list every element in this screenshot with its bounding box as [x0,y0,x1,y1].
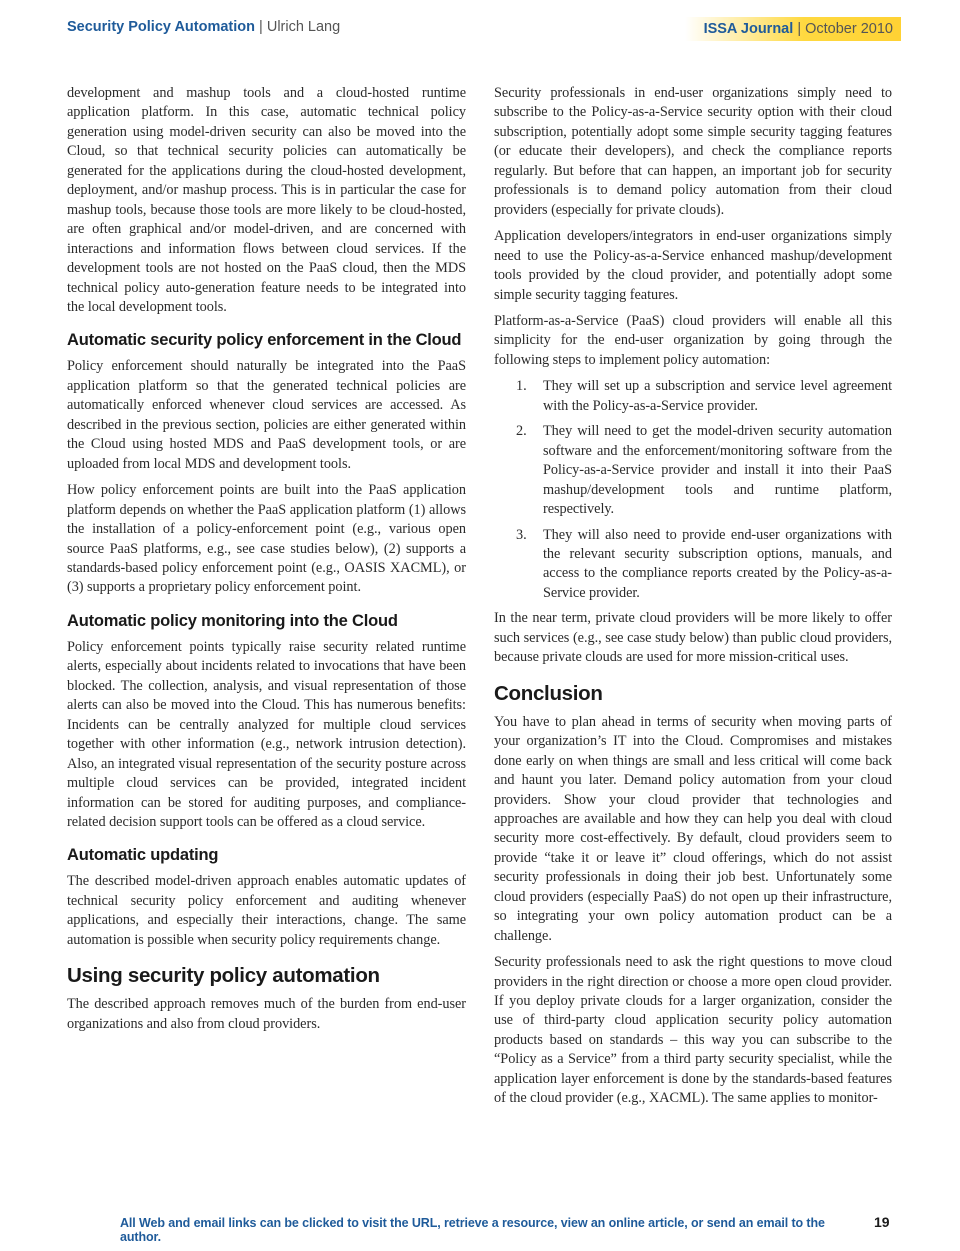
list-item-text: They will need to get the model-driven security automation software and the enforcement/monitoring software from the Policy-as-a-Service provider and install it into their PaaS mashup/development tools and runtime platform, respectively. [543,423,892,518]
list-number: 2. [516,423,527,440]
section-heading-updating: Automatic updating [67,846,219,865]
list-number: 3. [516,526,527,543]
section-heading-conclusion: Conclusion [494,681,603,705]
paragraph: Platform-as-a-Service (PaaS) cloud providers will enable all this simplicity for the end-user organization by going through the following steps to implement policy automation: [494,312,892,368]
running-title [67,19,340,35]
right-column [494,84,892,1116]
section-heading-enforcement: Automatic security policy enforcement in the Cloud [67,331,462,350]
section-heading-monitoring: Automatic policy monitoring into the Cloud [67,611,398,630]
paragraph: The described model-driven approach enables automatic updates of technical security policy enforcement and auditing whenever applications, and especially their interactions, change. The same automation is possible when security policy requirements change. [67,873,466,948]
left-column [67,84,466,1041]
page-number: 19 [874,1214,890,1230]
paragraph: Application developers/integrators in end-user organizations simply need to use the Policy-as-a-Service enhanced mashup/development tools provided by the cloud provider, and potentially adopt some simple security tagging features. [494,228,892,303]
list-item [494,377,892,416]
journal-separator: | [797,21,802,37]
section-heading-using: Using security policy automation [67,964,380,988]
list-item-text: They will also need to provide end-user organizations with the relevant security subscription options, manuals, and access to the compliance reports created by the Policy-as-a-Service provider. [543,526,892,601]
list-item-text: They will set up a subscription and service level agreement with the Policy-as-a-Service provider. [543,378,892,414]
list-item [494,422,892,519]
footer-note: All Web and email links can be clicked to visit the URL, retrieve a resource, view an online article, or send an email to the author. [120,1216,825,1244]
author-name: Ulrich Lang [266,19,341,35]
journal-name: ISSA Journal [703,21,794,37]
list-number: 1. [516,378,527,395]
list-item [494,526,892,604]
issue-date: October 2010 [805,21,893,37]
paragraph: In the near term, private cloud providers will be more likely to offer such services (e.g., see case study below) than public cloud providers, because private clouds are used for more mission-critical uses. [494,610,892,666]
paragraph: Policy enforcement should naturally be integrated into the PaaS application platform so that the generated technical policies are automatically enforced whenever cloud services are accessed. As described in the previous section, policies are either generated within the Cloud using hosted MDS and PaaS development tools, or are uploaded from local MDS and development tools. [67,358,466,472]
paragraph: Security professionals in end-user organizations simply need to subscribe to the Policy-as-a-Service security option with their cloud subscription, potentially adopt some simple security tagging features (or educate their developers), and check the compliance reports regularly. But before that can happen, an important job for security professionals is to demand policy automation from their cloud providers (especially for private clouds). [494,85,892,218]
paragraph: The described approach removes much of the burden from end-user organizations and also from cloud providers. [67,996,466,1032]
steps-list [494,377,892,603]
journal-banner [685,17,901,41]
section-title: Security Policy Automation [67,19,255,35]
paragraph: You have to plan ahead in terms of security when moving parts of your organization’s IT into the Cloud. Compromises and mistakes done early on when things are small and less critical will come back and haunt you later. Demand policy automation from your cloud providers. Show your cloud provider that technologies and approaches are available and how they can help you deal with cloud security more cost-effectively. By default, cloud providers seem to provide “take it or leave it” cloud offerings, which do not assist security professionals in doing their job best. Unfortunately some cloud providers (especially PaaS) do not open up their infrastructure, so integrating your own policy automation product can be a challenge. [494,713,892,944]
header-separator: | [259,19,263,35]
paragraph: How policy enforcement points are built into the PaaS application platform depends on whether the PaaS application platform (1) allows the installation of a policy-enforcement point (e.g., various open source PaaS platforms, e.g., see case studies below), (2) supports a standards-based policy enforcement point (e.g., OASIS XACML), or (3) supports a proprietary policy enforcement point. [67,482,466,596]
paragraph: Security professionals need to ask the right questions to move cloud providers in the right direction or choose a more open cloud provider. If you deploy private clouds for a larger organization, consider the use of third-party cloud application security policy automation products based on standards – this way you can subscribe to the “Policy as a Service” from a third party security specialist, while the application layer enforcement is done by the standards-based features of the cloud provider (e.g., XACML). The same applies to monitor- [494,954,892,1107]
paragraph: Policy enforcement points typically raise security related runtime alerts, especially about incidents related to invocations that have been blocked. The collection, analysis, and visual representation of those alerts can also be moved into the Cloud. This has numerous benefits: Incidents can be centrally analyzed for multiple cloud services together with other information (e.g., network intrusion detection). Also, an integrated visual representation of the security posture across multiple cloud services can be provided, integrated incident information can be stored for auditing purposes, and compliance-related decision support tools can be offered as a cloud service. [67,638,466,830]
paragraph: development and mashup tools and a cloud-hosted runtime application platform. In this case, automatic technical policy generation using model-driven security can also be moved into the Cloud, so that technical security policies can automatically be generated for the applications during the cloud-hosted development, deployment, and/or mashup process. This is in particular the case for mashup tools, because those tools are more likely to be cloud-hosted, are often graphical and/or model-driven, and are concerned with interactions and information flows between cloud services. If the development tools are not hosted on the PaaS cloud, then the MDS technical policy auto-generation feature needs to be integrated into the local development tools. [67,85,466,315]
page-header [0,0,960,44]
